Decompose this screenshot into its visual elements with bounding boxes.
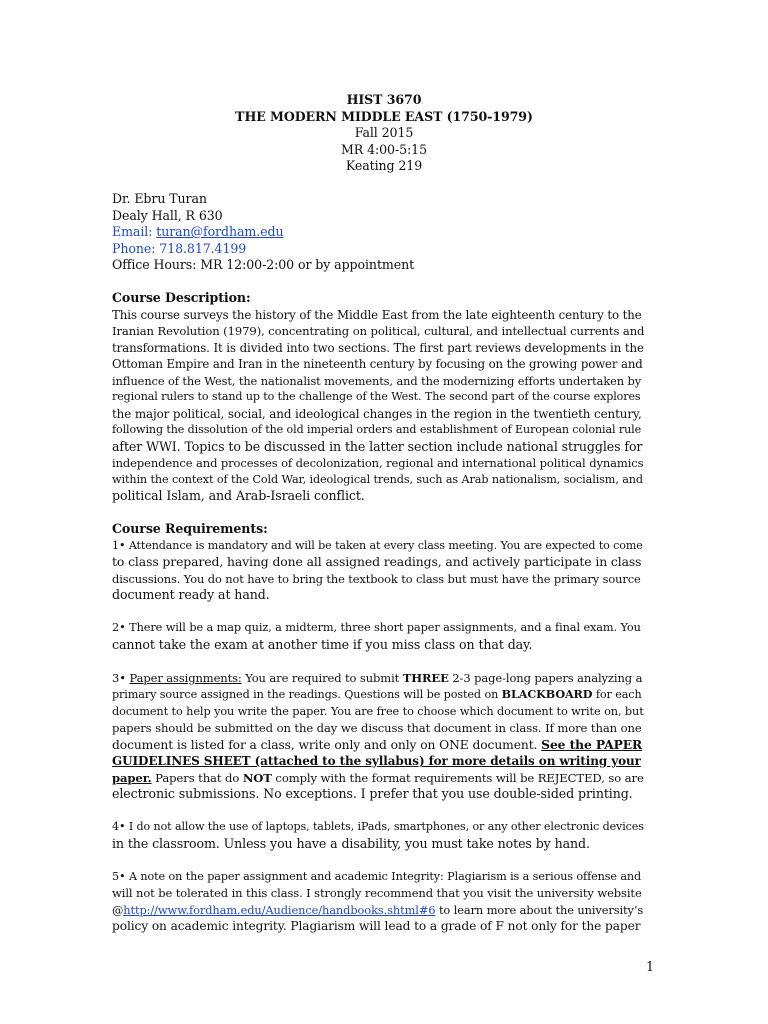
req3-text: You are required to submit [241,670,403,685]
email-label: Email: [112,224,157,239]
course-schedule: MR 4:00-5:15 [341,141,427,157]
requirement-line: in the classroom. Unless you have a disability, you must take notes by hand. [112,835,590,851]
requirement-line [112,670,642,687]
description-line: independence and processes of decolonization, regional and international political dynamics [112,456,644,470]
instructor-email-line [112,224,642,241]
req3-text: primary source assigned in the readings. Questions will be posted on [112,688,502,701]
requirement-line [112,753,642,770]
course-header [112,92,656,175]
requirement-line: 4• I do not allow the use of laptops, tablets, iPads, smartphones, or any other electronic devices [112,820,644,833]
requirement-line: electronic submissions. No exceptions. I prefer that you use double-sided printing. [112,786,633,801]
requirement-line: document to help you write the paper. You are free to choose which document to write on, but [112,704,644,718]
three-emphasis: THREE [402,670,449,685]
description-line: This course surveys the history of the Middle East from the late eighteenth century to the [112,307,642,322]
not-emphasis: NOT [242,770,272,785]
instructor-name: Dr. Ebru Turan [112,191,207,206]
description-line: transformations. It is divided into two sections. The first part reviews developments in the [112,340,644,355]
req3-text: Papers that do [151,770,243,785]
course-title: THE MODERN MIDDLE EAST (1750-1979) [235,108,533,124]
requirement-line: 1• Attendance is mandatory and will be taken at every class meeting. You are expected to come [112,538,643,552]
course-description-text [112,307,645,505]
course-requirements-section [112,521,642,935]
requirement-line: cannot take the exam at another time if you miss class on that day. [112,636,533,652]
requirement-attendance [112,538,642,604]
course-room: Keating 219 [345,158,423,173]
requirement-line: document ready at hand. [112,587,270,602]
blackboard-emphasis: BLACKBOARD [501,687,593,701]
paper-assignments-label: Paper assignments: [129,670,242,685]
requirement-line [112,686,642,704]
page-number: 1 [646,959,655,974]
requirement-integrity [112,869,642,935]
req3-prefix: 3• [112,670,130,685]
requirement-papers [112,670,642,803]
description-line: within the context of the Cold War, ideological trends, such as Arab nationalism, socialism, and [112,472,643,486]
req5-text: @ [112,902,124,917]
req3-text: document is listed for a class, write only and only on ONE document. [112,737,542,752]
description-line: political Islam, and Arab-Israeli conflict. [112,488,365,503]
description-line: Ottoman Empire and Iran in the nineteenth century by focusing on the growing power and [112,357,643,371]
paper-guidelines-notice: See the PAPER [541,736,643,752]
requirement-line [112,737,642,754]
requirement-line: discussions. You do not have to bring the textbook to class but must have the primary source [112,571,641,586]
requirement-line: 2• There will be a map quiz, a midterm, three short paper assignments, and a final exam. You [112,621,641,634]
requirement-line [112,770,642,787]
requirement-line: papers should be submitted on the day we discuss that document in class. If more than one [112,721,642,735]
course-description-section [112,290,645,505]
instructor-info [112,191,642,274]
requirement-exams [112,620,642,653]
paper-guidelines-notice: paper. [112,770,152,785]
description-line: regional rulers to stand up to the challenge of the West. The second part of the course explores [112,390,641,403]
description-line: after WWI. Topics to be discussed in the latter section include national struggles for [112,438,643,454]
requirement-line: to class prepared, having done all assigned readings, and actively participate in class [112,554,642,569]
requirement-line: will not be tolerated in this class. I strongly recommend that you visit the university website [112,886,642,900]
req3-text: comply with the format requirements will be REJECTED, so are [271,770,644,785]
description-line: following the dissolution of the old imperial orders and establishment of European colonial rule [112,423,642,436]
requirement-line: policy on academic integrity. Plagiarism will lead to a grade of F not only for the paper [112,919,641,933]
req3-text: 2-3 page-long papers analyzing a [448,670,643,685]
description-line: Iranian Revolution (1979), concentrating on political, cultural, and intellectual currents and [112,324,645,338]
course-description-heading: Course Description: [112,290,251,305]
description-line: the major political, social, and ideological changes in the region in the twentieth century, [112,406,642,421]
handbook-link[interactable]: http://www.fordham.edu/Audience/handbooks.shtml#6 [123,902,436,917]
course-requirements-heading: Course Requirements: [112,521,268,536]
page-content [112,92,645,935]
requirement-line [112,902,642,919]
req3-text: for each [592,688,642,701]
instructor-phone: Phone: 718.817.4199 [112,240,247,256]
description-line: influence of the West, the nationalist movements, and the modernizing efforts undertaken by [112,373,642,388]
course-term: Fall 2015 [354,125,414,140]
paper-guidelines-notice: GUIDELINES SHEET (attached to the syllabus) for more details on writing your [112,754,641,768]
office-hours: Office Hours: MR 12:00-2:00 or by appointment [112,257,415,272]
requirement-devices [112,819,642,852]
email-link[interactable]: turan@fordham.edu [156,224,284,239]
course-code: HIST 3670 [346,92,422,107]
requirement-line: 5• A note on the paper assignment and academic Integrity: Plagiarism is a serious offense and [112,869,642,883]
instructor-office: Dealy Hall, R 630 [112,207,223,223]
req5-text: to learn more about the university’s [435,902,644,917]
